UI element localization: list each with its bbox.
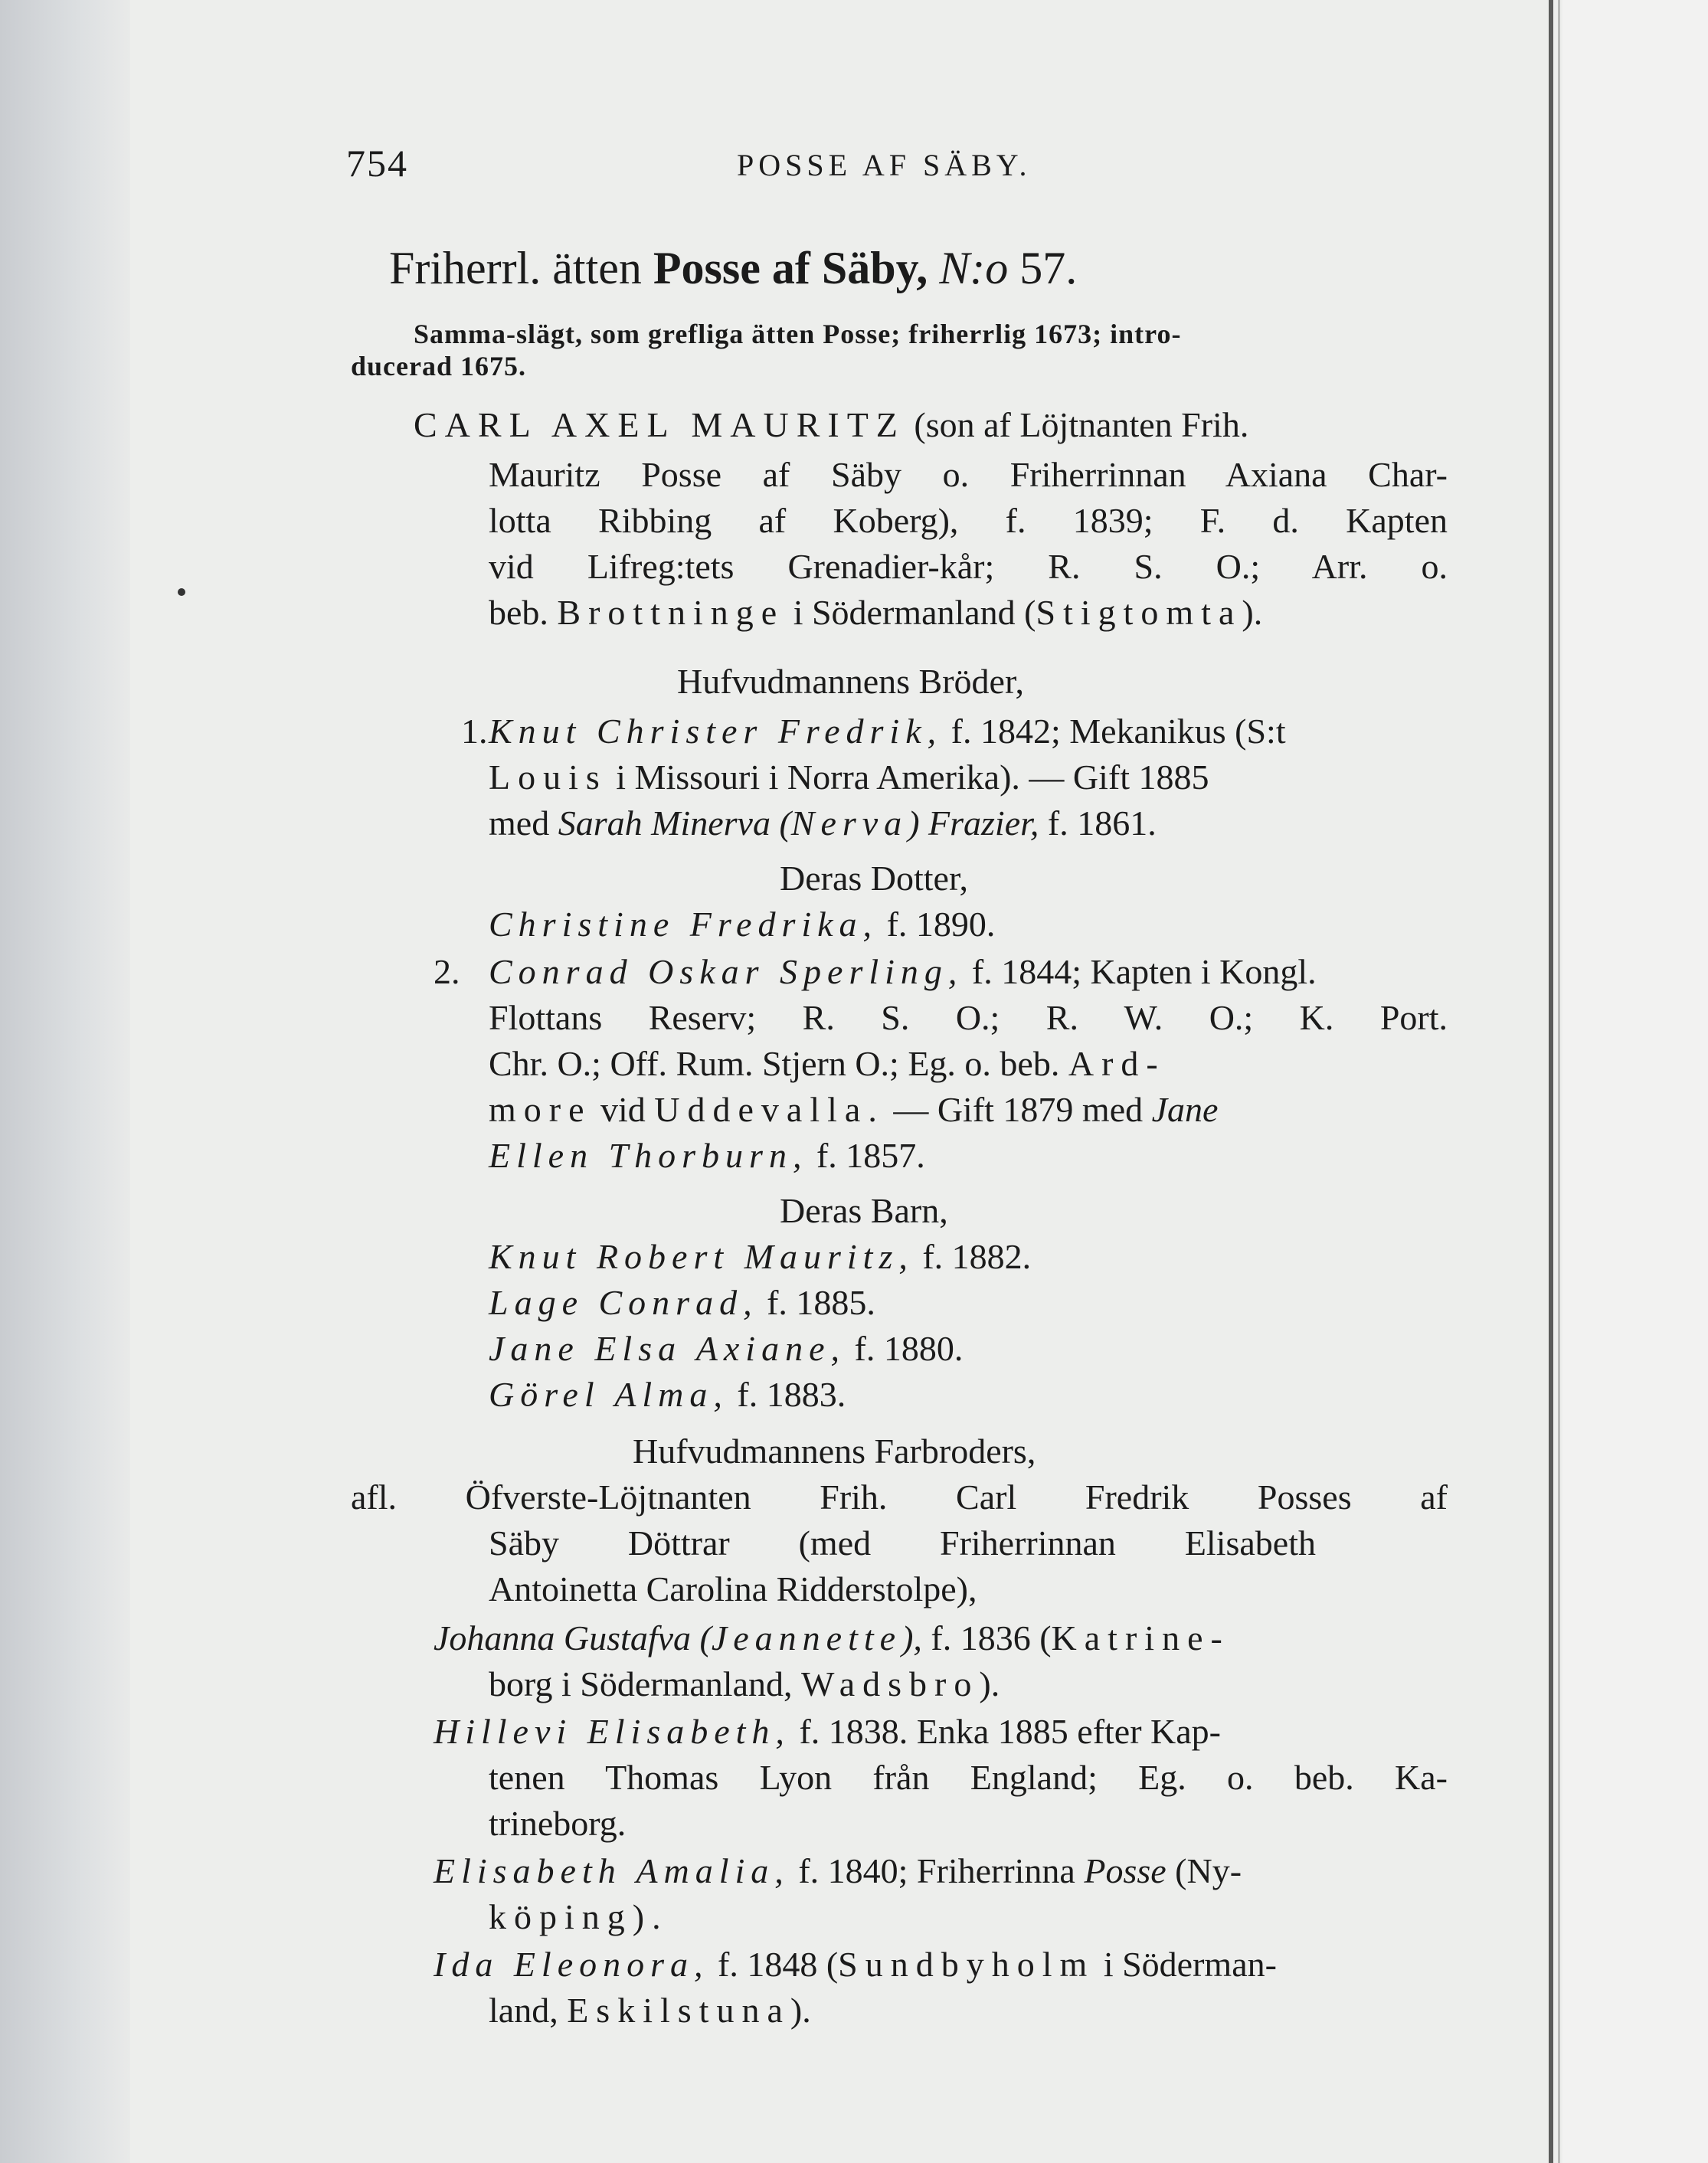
brother-1-name: Knut Christer Fredrik, xyxy=(489,712,943,751)
brother-1-birth: f. 1842; Mekanikus (S:t xyxy=(951,712,1286,751)
daughter-1-name: Johanna Gustafva ( xyxy=(434,1618,712,1657)
brother-1-wife-surname: ) Frazier, xyxy=(908,803,1039,843)
child-row xyxy=(489,1285,875,1320)
brother-2-wife-a: Jane xyxy=(1151,1090,1219,1129)
brother-2-birth: f. 1844; Kapten i Kongl. xyxy=(971,952,1317,991)
brother-2-married: — Gift 1879 med xyxy=(893,1090,1144,1129)
brother-1-med: med xyxy=(489,803,550,843)
child-name: Knut Robert Mauritz, xyxy=(489,1237,914,1276)
brothers-heading: Hufvudmannens Bröder, xyxy=(677,662,1024,701)
head-parents: (son af Löjtnanten Frih. xyxy=(914,405,1249,444)
margin-mark xyxy=(178,588,185,596)
child-birth: f. 1883. xyxy=(737,1375,846,1414)
brother-1-wife: Sarah Minerva ( xyxy=(558,803,791,843)
running-head: POSSE AF SÄBY. xyxy=(737,148,1032,182)
daughter-1-province: i Södermanland, xyxy=(561,1664,793,1703)
uncle-daughter-2-line-3: trineborg. xyxy=(489,1804,627,1843)
child-row xyxy=(489,1331,963,1366)
daughter-4-estate: Sundbyholm xyxy=(838,1945,1095,1984)
head-parish: Stigtomta xyxy=(1036,593,1242,632)
child-name: Lage Conrad, xyxy=(489,1283,758,1322)
brother-2-vid: vid xyxy=(600,1090,646,1129)
head-line-5 xyxy=(489,595,1262,630)
daughter-4-name: Ida Eleonora, xyxy=(434,1945,709,1984)
daughter-1-close: ). xyxy=(979,1664,1000,1703)
uncle-daughter-4-line-1 xyxy=(434,1947,1448,1982)
uncle-daughter-4-line-2 xyxy=(489,1993,811,2028)
page-edge-shadow xyxy=(1558,0,1560,2163)
brother-2-num: 2. xyxy=(434,952,460,991)
head-line-4: vid Lifreg:tets Grenadier-kår; R. S. O.; Arr. o. xyxy=(489,547,1448,586)
uncle-heading: Hufvudmannens Farbroders, xyxy=(633,1432,1036,1471)
child-birth: f. 1882. xyxy=(922,1237,1032,1276)
head-name: CARL AXEL MAURITZ xyxy=(414,405,905,444)
brother-1-line-3 xyxy=(489,803,1157,843)
head-line-3: lotta Ribbing af Koberg), f. 1839; F. d. Kapten xyxy=(489,501,1448,540)
daughter-4-land: land, xyxy=(489,1991,558,2030)
daughter-3-place-a: (Ny- xyxy=(1175,1851,1242,1890)
brother-2-line-2: Flottans Reserv; R. S. O.; R. W. O.; K. Port. xyxy=(489,998,1448,1037)
brother-1-residence: i Missouri i Norra Amerika). — Gift 1885 xyxy=(616,758,1209,797)
uncle-daughter-1-line-1 xyxy=(434,1618,1230,1657)
brother-2-line-3 xyxy=(489,1046,1448,1082)
page-title xyxy=(389,245,1077,291)
daughter-1-nick-close: ), xyxy=(901,1618,922,1657)
page-number: 754 xyxy=(346,142,408,185)
daughter-1-parish: Wadsbro xyxy=(801,1664,980,1703)
daughter-2-birth: f. 1838. Enka 1885 efter Kap- xyxy=(799,1712,1221,1751)
uncle-line-2: Säby Döttrar (med Friherrinnan Elisabeth xyxy=(489,1523,1316,1563)
title-no-label: N:o xyxy=(939,243,1009,293)
daughter-4-birth: f. 1848 ( xyxy=(718,1945,839,1984)
daughter-name: Christine Fredrika, xyxy=(489,905,879,944)
daughter-4-province: i Söderman- xyxy=(1103,1945,1277,1984)
daughter-birth: f. 1890. xyxy=(886,905,996,944)
daughter-3-name: Elisabeth Amalia, xyxy=(434,1851,790,1890)
child-row xyxy=(489,1377,846,1412)
daughter-2-name: Hillevi Elisabeth, xyxy=(434,1712,790,1751)
daughter-4-close: ). xyxy=(790,1991,811,2030)
daughter-1-nick: Jeannette xyxy=(711,1618,902,1657)
binding-gutter xyxy=(0,0,130,2163)
daughter-1-estate: Katrine- xyxy=(1051,1618,1230,1657)
uncle-daughter-1-line-2 xyxy=(489,1664,1000,1703)
head-beb: beb. xyxy=(489,593,548,632)
brother-2-name: Conrad Oskar Sperling, xyxy=(489,952,964,991)
brother-1-num: 1. xyxy=(461,712,488,751)
brother-2-children-heading: Deras Barn, xyxy=(780,1191,948,1230)
uncle-daughter-2-line-1 xyxy=(434,1714,1448,1749)
brother-1-wife-birth: f. 1861. xyxy=(1047,803,1157,843)
brother-2-orders: Chr. O.; Off. Rum. Stjern O.; Eg. o. beb. xyxy=(489,1044,1060,1083)
brother-2-estate-b: more xyxy=(489,1090,592,1129)
title-family: Posse af Säby, xyxy=(653,243,928,293)
uncle-line-3: Antoinetta Carolina Ridderstolpe), xyxy=(489,1569,977,1608)
intro-line-2: ducerad 1675. xyxy=(351,351,526,381)
head-estate: Brottninge xyxy=(557,593,785,632)
uncle-daughter-3-line-1 xyxy=(434,1851,1448,1890)
head-line-2: Mauritz Posse af Säby o. Friherrinnan Axiana Char- xyxy=(489,455,1448,494)
uncle-daughter-2-line-2: tenen Thomas Lyon från England; Eg. o. beb. Ka- xyxy=(489,1758,1448,1797)
facing-page-margin xyxy=(1562,0,1708,2163)
title-prefix: Friherrl. ätten xyxy=(389,243,642,293)
title-no-value: 57. xyxy=(1019,243,1078,293)
brother-2-line-1 xyxy=(489,954,1448,990)
child-birth: f. 1880. xyxy=(854,1329,964,1368)
head-line-1 xyxy=(414,407,1448,443)
brother-1-line-2 xyxy=(489,760,1209,795)
brother-2-line-5 xyxy=(489,1138,925,1173)
daughter-1-estate-b: borg xyxy=(489,1664,553,1703)
brother-1-city: Louis xyxy=(489,758,607,797)
daughter-1-birth: f. 1836 ( xyxy=(931,1618,1052,1657)
child-name: Görel Alma, xyxy=(489,1375,728,1414)
brother-2-estate-a: Ard- xyxy=(1068,1044,1166,1083)
brother-2-wife-b: Ellen Thorburn, xyxy=(489,1136,808,1175)
uncle-line-1: afl. Öfverste-Löjtnanten Frih. Carl Fredrik Posses af xyxy=(351,1477,1448,1517)
intro-line-1: Samma-slägt, som grefliga ätten Posse; friherrlig 1673; intro- xyxy=(414,319,1182,349)
brother-1-line-1 xyxy=(489,714,1448,749)
brother-2-line-4 xyxy=(489,1092,1218,1127)
daughter-4-town: Eskilstuna xyxy=(567,1991,790,2030)
child-name: Jane Elsa Axiane, xyxy=(489,1329,846,1368)
uncle-daughter-3-line-2: köping). xyxy=(489,1897,669,1936)
head-province: i Södermanland ( xyxy=(793,593,1036,632)
child-birth: f. 1885. xyxy=(767,1283,875,1322)
brother-1-daughter-heading: Deras Dotter, xyxy=(780,859,968,898)
brother-1-wife-nick: Nerva xyxy=(790,803,908,843)
child-row xyxy=(489,1239,1031,1275)
page-edge xyxy=(1549,0,1553,2163)
brother-2-wife-birth: f. 1857. xyxy=(816,1136,925,1175)
daughter-3-birth: f. 1840; Friherrinna xyxy=(798,1851,1075,1890)
brother-1-daughter xyxy=(489,907,995,942)
daughter-3-married-name: Posse xyxy=(1084,1851,1166,1890)
head-close: ). xyxy=(1242,593,1263,632)
brother-2-town: Uddevalla. xyxy=(654,1090,885,1129)
